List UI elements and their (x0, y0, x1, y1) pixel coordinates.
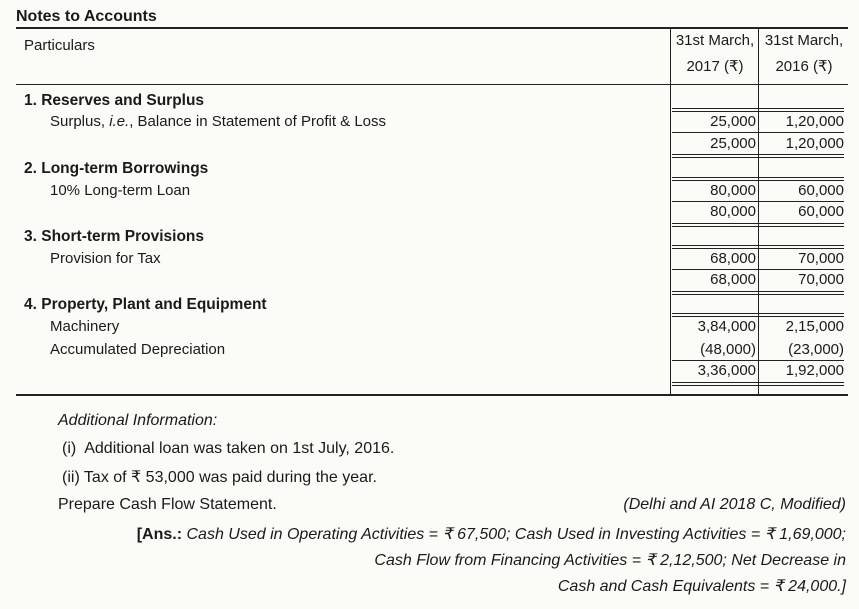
note-top-rule (672, 177, 844, 178)
col-separator-left (670, 29, 671, 394)
note-total-2016: 1,20,000 (785, 135, 844, 152)
note-total-2016: 60,000 (798, 203, 844, 220)
note-total-2017: 3,36,000 (697, 362, 756, 379)
note-top-rule (672, 180, 844, 181)
task-instruction: Prepare Cash Flow Statement. (58, 496, 277, 513)
note-total-rule (672, 154, 844, 155)
note-total-rule (672, 157, 844, 158)
note-total-rule (672, 294, 844, 295)
note-heading: 3. Short-term Provisions (24, 228, 205, 245)
note-item-2017: 25,000 (710, 113, 756, 130)
note-item-2017: (48,000) (700, 341, 756, 358)
note-heading: 1. Reserves and Surplus (24, 92, 205, 109)
source-citation: (Delhi and AI 2018 C, Modified) (623, 496, 846, 513)
note-item-2016: 1,20,000 (785, 113, 844, 130)
note-top-rule (672, 111, 844, 112)
note-item-label: 10% Long-term Loan (50, 182, 191, 199)
note-item-2016: 70,000 (798, 250, 844, 267)
note-item-label: Surplus, i.e., Balance in Statement of Profit & Loss (50, 113, 387, 130)
note-item-2017: 68,000 (710, 250, 756, 267)
note-item-2016: 2,15,000 (785, 318, 844, 335)
note-item-2017: 80,000 (710, 182, 756, 199)
note-total-rule (672, 382, 844, 383)
note-total-rule (672, 291, 844, 292)
note-top-rule (672, 316, 844, 317)
note-subtotal-rule (672, 132, 844, 133)
note-top-rule (672, 108, 844, 109)
header-col-2016-line2: 2016 (₹) (775, 58, 833, 75)
answer-text: Cash Used in Operating Activities = ₹ 67,500; Cash Used in Investing Activities = ₹ 1,69,000; (186, 526, 846, 543)
note-item-2016: 60,000 (798, 182, 844, 199)
note-subtotal-rule (672, 269, 844, 270)
table-top-rule (16, 27, 848, 29)
note-total-rule (672, 226, 844, 227)
note-total-2016: 1,92,000 (785, 362, 844, 379)
note-item-2016: (23,000) (788, 341, 844, 358)
note-subtotal-rule (672, 360, 844, 361)
additional-info-heading: Additional Information: (58, 412, 218, 429)
note-total-rule (672, 385, 844, 386)
header-col-2017-line2: 2017 (₹) (686, 58, 744, 75)
answer-line-2: Cash Flow from Financing Activities = ₹ 2,12,500; Net Decrease in (374, 552, 846, 569)
note-subtotal-rule (672, 201, 844, 202)
note-top-rule (672, 248, 844, 249)
note-total-2017: 80,000 (710, 203, 756, 220)
note-item-2017: 3,84,000 (697, 318, 756, 335)
header-col-2017-line1: 31st March, (675, 32, 755, 49)
additional-info-point: (ii) Tax of ₹ 53,000 was paid during the year. (62, 469, 377, 486)
note-top-rule (672, 313, 844, 314)
page-title: Notes to Accounts (16, 8, 157, 25)
note-item-label: Accumulated Depreciation (50, 341, 226, 358)
note-total-2017: 68,000 (710, 271, 756, 288)
header-particulars: Particulars (24, 37, 95, 54)
note-heading: 4. Property, Plant and Equipment (24, 296, 267, 313)
answer-line-3: Cash and Cash Equivalents = ₹ 24,000.] (557, 578, 846, 595)
note-total-rule (672, 223, 844, 224)
answer-prefix: [Ans.: (136, 526, 183, 543)
note-item-label: Provision for Tax (50, 250, 161, 267)
note-heading: 2. Long-term Borrowings (24, 160, 209, 177)
note-total-2016: 70,000 (798, 271, 844, 288)
note-item-label: Machinery (50, 318, 120, 335)
col-separator-mid (758, 29, 759, 394)
note-top-rule (672, 245, 844, 246)
note-total-2017: 25,000 (710, 135, 756, 152)
additional-info-point: (i) Additional loan was taken on 1st July, 2016. (62, 440, 395, 457)
table-bottom-rule (16, 394, 848, 396)
header-bottom-rule (16, 84, 848, 85)
answer-line-1 (137, 524, 846, 544)
header-col-2016-line1: 31st March, (764, 32, 844, 49)
